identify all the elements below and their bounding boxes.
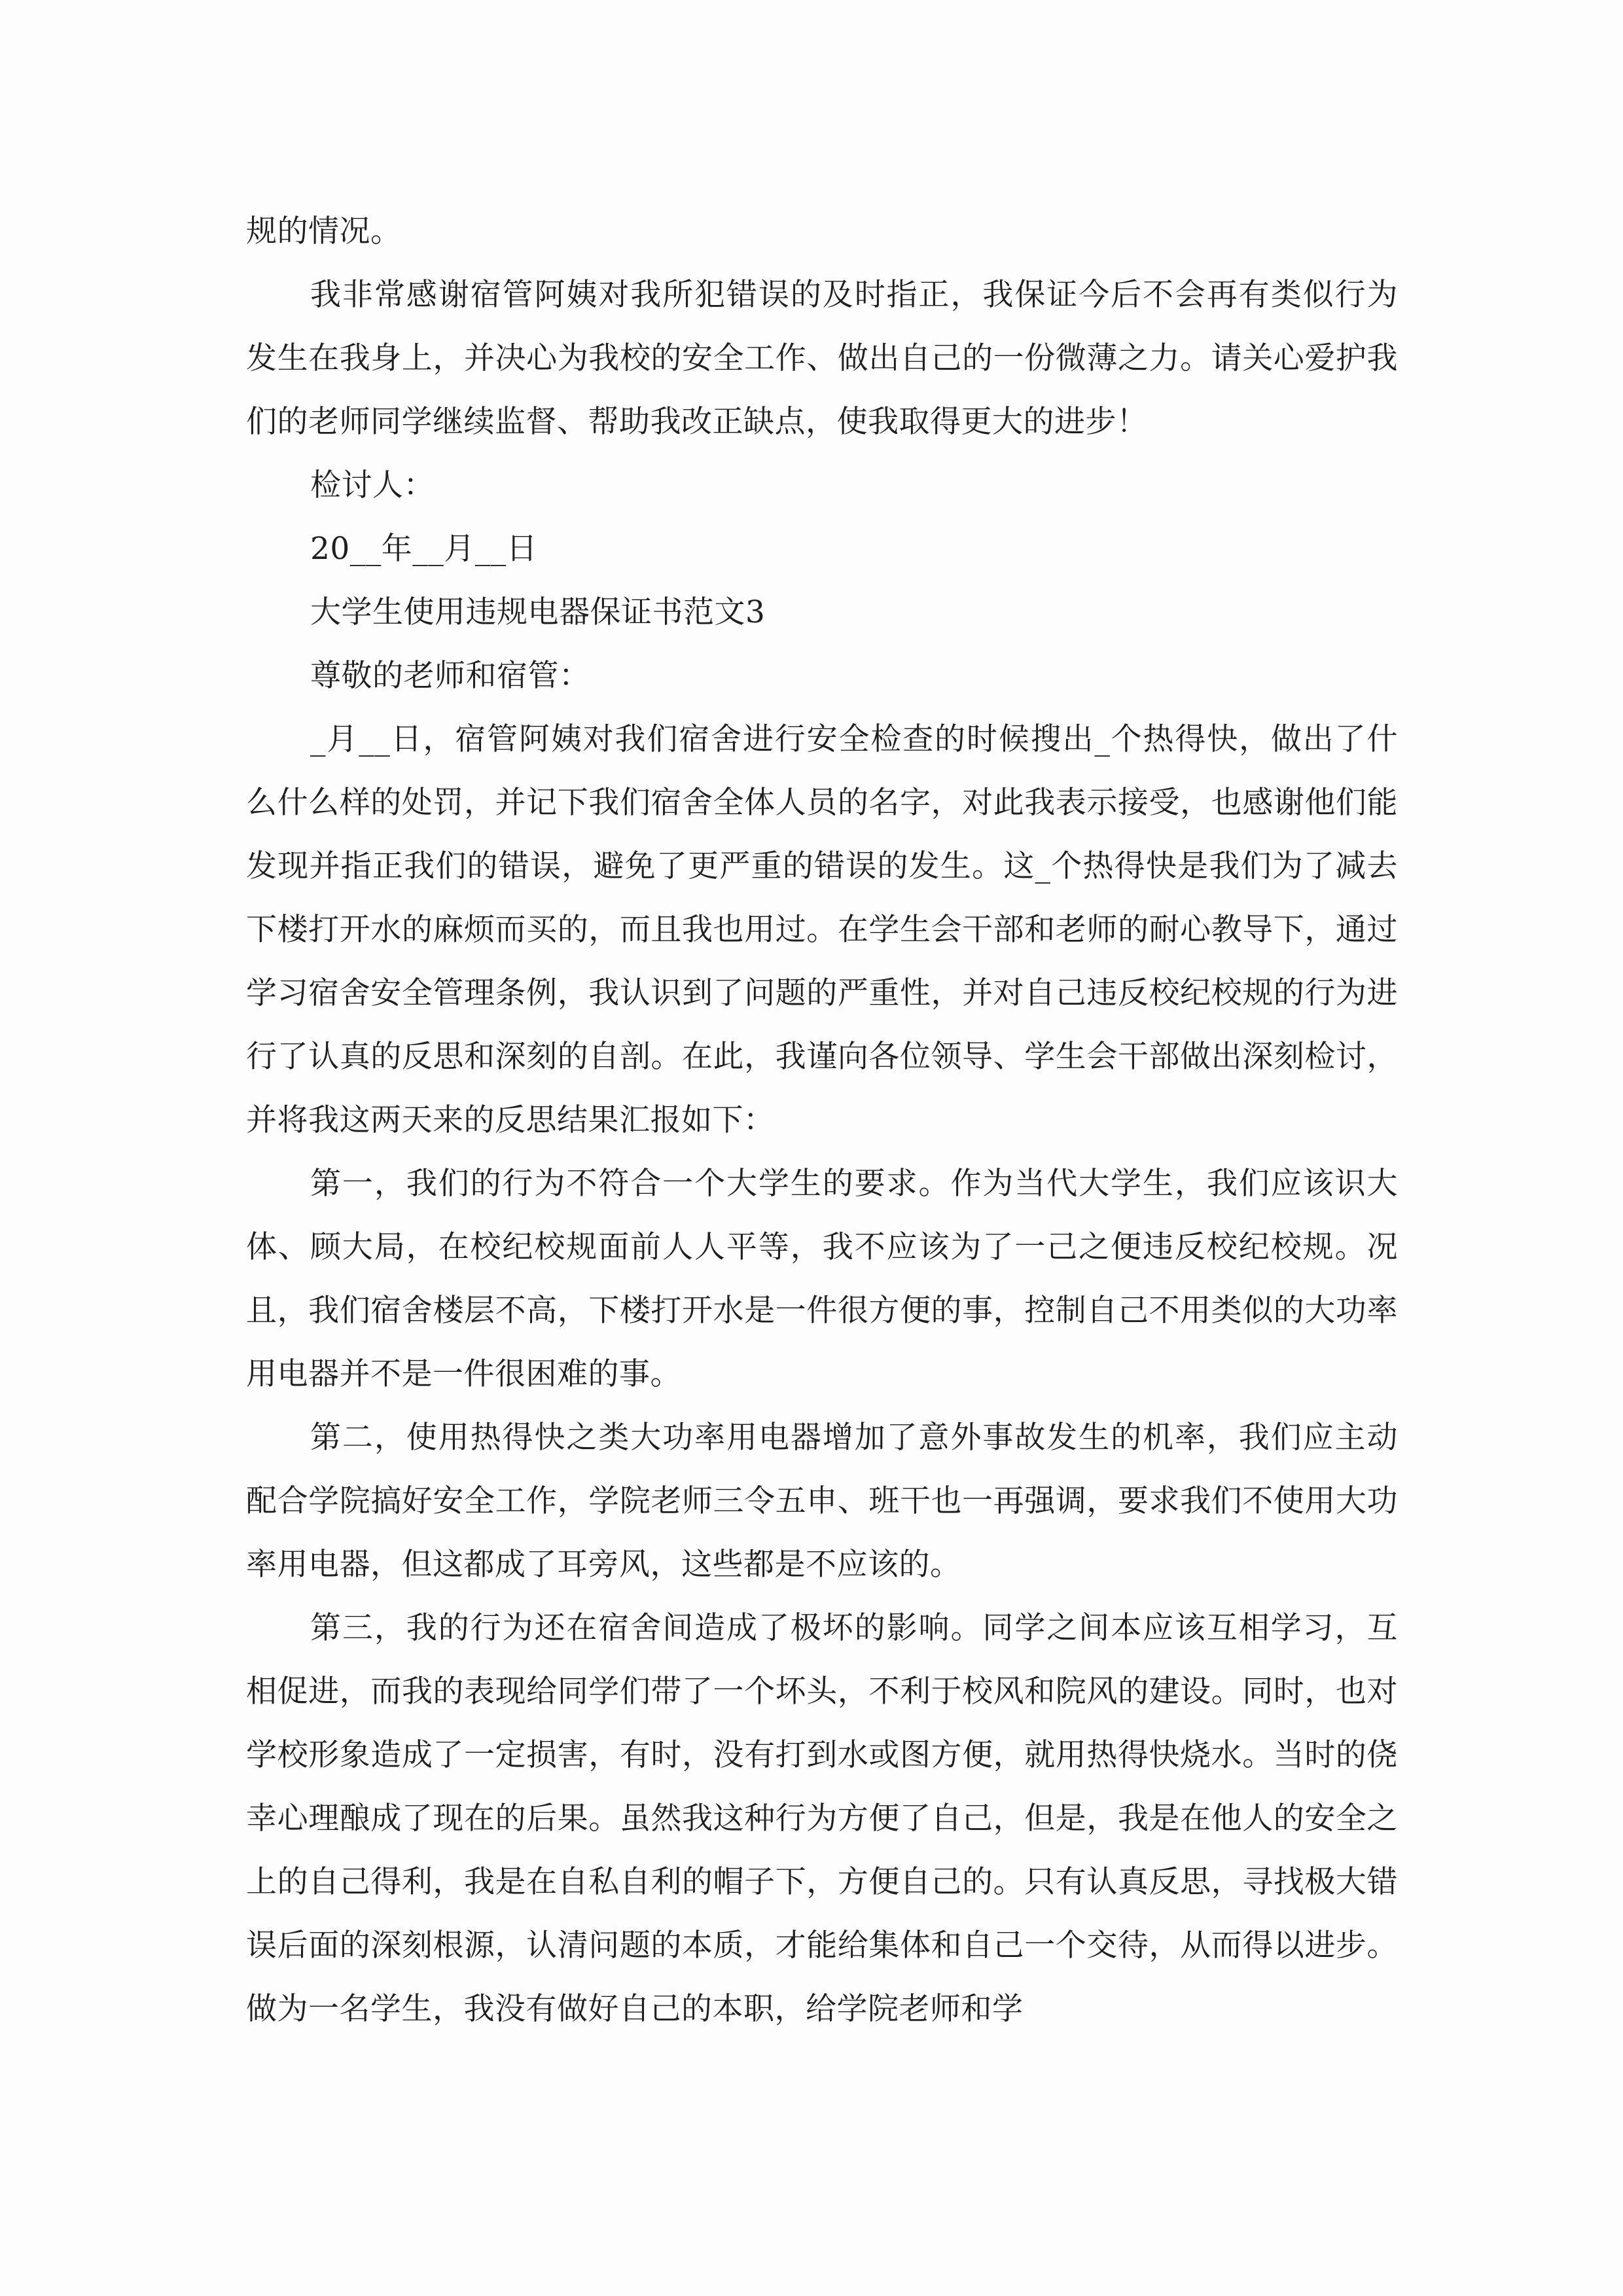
date-line: 20__年__月__日 — [310, 531, 538, 567]
paragraph: 第三，我的行为还在宿舍间造成了极坏的影响。同学之间本应该互相学习，互相促进，而我的表现给同学们带了一个坏头，不利于校风和院风的建设。同时，也对学校形象造成了一定损害，有时，没有打到水或图方便，就用热得快烧水。当时的侥幸心理酿成了现在的后果。虽然我这种行为方便了自己，但是，我是在他人的安全之上的自己得利，我是在自私自利的帽子下，方便自己的。只有认真反思，寻找极大错误后面的深刻根源，认清问题的本质，才能给集体和自己一个交待，从而得以进步。做为一名学生，我没有做好自己的本职，给学院老师和学 — [246, 1610, 1398, 2027]
paragraph: 规的情况。 — [246, 213, 402, 249]
paragraph: _月__日，宿管阿姨对我们宿舍进行安全检查的时候搜出_个热得快，做出了什么什么样的处罚，并记下我们宿舍全体人员的名字，对此我表示接受，也感谢他们能发现并指正我们的错误，避免了更严重的错误的发生。这_个热得快是我们为了减去下楼打开水的麻烦而买的，而且我也用过。在学生会干部和老师的耐心教导下，通过学习宿舍安全管理条例，我认识到了问题的严重性，并对自己违反校纪校规的行为进行了认真的反思和深刻的自剖。在此，我谨向各位领导、学生会干部做出深刻检讨，并将我这两天来的反思结果汇报如下： — [246, 721, 1398, 1138]
paragraph: 第二，使用热得快之类大功率用电器增加了意外事故发生的机率，我们应主动配合学院搞好安全工作，学院老师三令五申、班干也一再强调，要求我们不使用大功率用电器，但这都成了耳旁风，这些都是不应该的。 — [246, 1420, 1398, 1583]
paragraph: 我非常感谢宿管阿姨对我所犯错误的及时指正，我保证今后不会再有类似行为发生在我身上，并决心为我校的安全工作、做出自己的一份微薄之力。请关心爱护我们的老师同学继续监督、帮助我改正缺点，使我取得更大的进步！ — [246, 277, 1398, 440]
signer-label: 检讨人： — [310, 467, 435, 503]
document-body — [246, 200, 1398, 2041]
paragraph: 第一，我们的行为不符合一个大学生的要求。作为当代大学生，我们应该识大体、顾大局，在校纪校规面前人人平等，我不应该为了一己之便违反校纪校规。况且，我们宿舍楼层不高，下楼打开水是一件很方便的事，控制自己不用类似的大功率用电器并不是一件很困难的事。 — [246, 1166, 1398, 1392]
section-title: 大学生使用违规电器保证书范文3 — [310, 594, 766, 630]
salutation: 尊敬的老师和宿管： — [310, 658, 590, 694]
